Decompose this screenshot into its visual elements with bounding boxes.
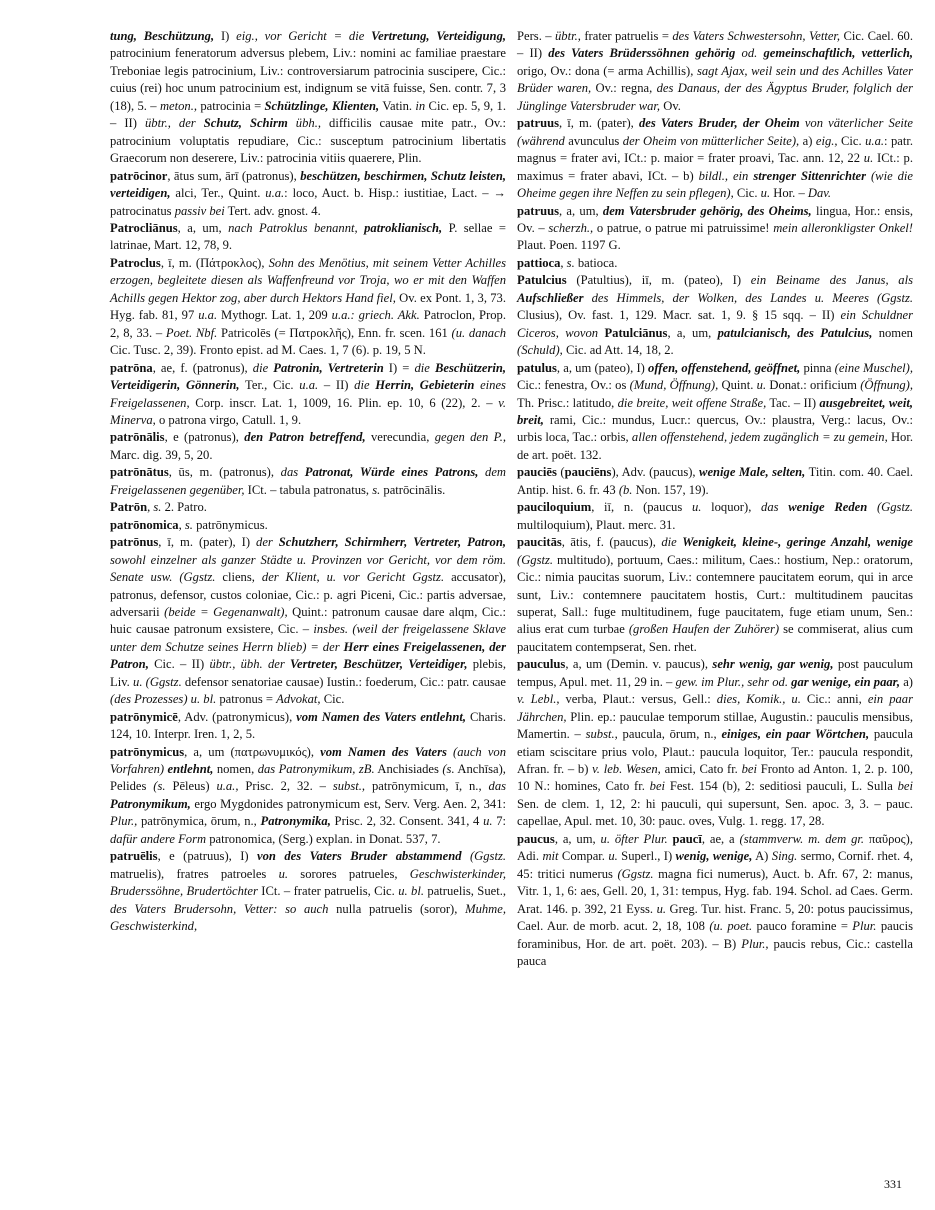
dictionary-entry: patrōnymicē, Adv. (patronymicus), vom Namen des Vaters entlehnt, Charis. 124, 10. Interpr. Iren. 1, 2, 5. [110, 709, 506, 742]
left-column [110, 28, 506, 936]
dictionary-entry: patrōnomica, s. patrōnymicus. [110, 517, 268, 532]
page-number: 331 [884, 1177, 902, 1191]
dictionary-entry: pauciloquium, iī, n. (paucus u. loquor), das wenige Reden (Ggstz. multiloquium), Plaut. merc. 31. [517, 500, 913, 532]
dictionary-entry: patrōcinor, ātus sum, ārī (patronus), beschützen, beschirmen, Schutz leisten, verteidigen, alci, Ter., Quint. u.a.: loco, Auct. b. Hisp.: iustitiae, Lact. – → patrocinatus passiv bei Tert. adv. gnost. 4. [110, 168, 506, 218]
dictionary-entry: patrōnus, ī, m. (pater), I) der Schutzherr, Schirmherr, Vertreter, Patron, sowohl einzelner als ganzer Städte u. Provinzen vor Gericht, vor dem röm. Senate usw. (Ggstz. cliens, der Klient, u. vor Gericht Ggstz. accusator), patronus, defensor, custos coloniae, Cic.: p. agri Piceni, Cic.: partis adversae, adversarii (beide = Gegenanwalt), Quint.: patronum causae dare alqm, Cic.: huic causae patronum exsistere, Cic. – insbes. (weil der freigelassene Sklave unter dem Schutze seines Herrn blieb) = der Herr eines Freigelassenen, der Patron, Cic. – II) übtr., übh. der Vertreter, Beschützer, Verteidiger, plebis, Liv. u. (Ggstz. defensor senatoriae causae) Iustin.: foederum, Cic.: patr. causae (des Prozesses) u. bl. patronus = Advokat, Cic. [110, 535, 507, 707]
dictionary-entry: patruus, ī, m. (pater), des Vaters Bruder, der Oheim von väterlicher Seite (während avunculus der Oheim von mütterlicher Seite), a) eig., Cic. u.a.: patr. magnus = frater avi, ICt.: p. maior = frater proavi, Tac. ann. 12, 22 u. ICt.: p. maximus = frater abavi, ICt. – b) bildl., ein strenger Sittenrichter (wie die Oheime gegen ihre Neffen zu sein pflegen), Cic. u. Hor. – Dav. [517, 116, 914, 201]
dictionary-entry: paucus, a, um, u. öfter Plur. paucī, ae, a (stammverw. m. dem gr. παῦρος), Adi. mit Compar. u. Superl., I) wenig, wenige, A) Sing. sermo, Cornif. rhet. 4, 45: tritici numerus (Ggstz. magna fici numerus), Auct. b. Afr. 67, 2: manus, Vitr. 1, 1, 6: aes, Gell. 20, 1, 31: tempus, Hyg. fab. 194. Schol. ad Caes. Germ. Arat. 146. p. 392, 21 Eyss. u. Greg. Tur. hist. Franc. 5, 20: potus paucissimus, Cael. Aur. de morb. acut. 2, 18, 108 (u. poet. pauco foramine = Plur. paucis foraminibus, Hor. de art. poët. 203). – B) Plur., paucis rebus, Cic.: castella pauca [517, 831, 913, 969]
dictionary-entry: patrōnātus, ūs, m. (patronus), das Patronat, Würde eines Patrons, dem Freigelassenen gegenüber, ICt. – tabula patronatus, s. patrōcinālis. [110, 465, 507, 497]
dictionary-entry: tung, Beschützung, I) eig., vor Gericht = die Vertretung, Verteidigung, patrocinium feneratorum adversus plebem, Liv.: nomini ac familiae praestare Treboniae legis patrocinium, Liv.: controversiarum patrocinia suscipere, Cic.: cuius (rei) hoc unum patrocinium est, indignum se vitā fuisse, Sen. contr. 7, 3 (18), 5. – meton., patrocinia = Schützlinge, Klienten, Vatin. in Cic. ep. 5, 9, 1. – II) übtr., der Schutz, Schirm übh., difficilis causae mite patr., Ov.: patrocinium voluptatis repudiare, Cic.: susceptum patrocinium libertatis Graecorum non deserere, Liv.: patrocinia vitiis quaerere, Plin. [110, 29, 507, 166]
right-column [517, 28, 913, 970]
dictionary-entry: Pers. – übtr., frater patruelis = des Vaters Schwestersohn, Vetter, Cic. Cael. 60. – II) des Vaters Brüderssöhnen gehörig od. gemeinschaftlich, vetterlich, origo, Ov.: dona (= arma Achillis), sagt Ajax, weil sein und des Achilles Vater Brüder waren, Ov.: regna, des Danaus, der des Ägyptus Bruder, folglich der Jünglinge Vatersbruder war, Ov. [517, 29, 914, 113]
dictionary-entry: pattioca, s. batioca. [517, 255, 618, 270]
dictionary-entry: Patrōn, s. 2. Patro. [110, 500, 207, 515]
dictionary-entry: patulus, a, um (pateo), I) offen, offenstehend, geöffnet, pinna (eine Muschel), Cic.: fenestra, Ov.: os (Mund, Öffnung), Quint. u. Donat.: orificium (Öffnung), Th. Prisc.: latitudo, die breite, weit offene Straße, Tac. – II) ausgebreitet, weit, breit, rami, Cic.: mundus, Lucr.: quercus, Ov.: plaustra, Verg.: lacus, Ov.: urbis loca, Tac.: orbis, allen offenstehend, jedem zugänglich = zu gemein, Hor. de art. poët. 132. [517, 360, 914, 462]
dictionary-entry: pauculus, a, um (Demin. v. paucus), sehr wenig, gar wenig, post pauculum tempus, Apul. met. 11, 29 in. – gew. im Plur., sehr od. gar wenige, ein paar, a) v. Lebl., verba, Plaut.: versus, Gell.: dies, Komik., u. Cic.: anni, ein paar Jährchen, Plin. ep.: pauculae temporum stillae, Augustin.: pauculis mensibus, Mamertin. – subst., paucula, ōrum, n., einiges, ein paar Wörtchen, paucula etiam sciscitare prius volo, Plaut.: paucula loquitor, Ter.: paucula respondit, Afran. fr. – b) v. leb. Wesen, amici, Cato fr. bei Fronto ad Anton. 1, 2. p. 100, 10 N.: homines, Cato fr. bei Fest. 154 (b), 2: seditiosi pauculi, L. Sulla bei Sen. de clem. 1, 12, 2: hi pauculi, qui supersunt, Sen. apoc. 3, 3. – pauc. capellae, Apul. met. 10, 30: pauc. oves, Vulg. 1. regg. 17, 28. [517, 657, 914, 829]
dictionary-entry: Patulcius (Patultius), iī, m. (pateo), I) ein Beiname des Janus, als Aufschließer des Himmels, der Wolken, des Landes u. Meeres (Ggstz. Clusius), Ov. fast. 1, 129. Macr. sat. 1, 9. § 15 sqq. – II) ein Schuldner Ciceros, wovon Patulciānus, a, um, patulcianisch, des Patulcius, nomen (Schuld), Cic. ad Att. 14, 18, 2. [517, 273, 914, 358]
dictionary-entry: patruus, a, um, dem Vatersbruder gehörig, des Oheims, lingua, Hor.: ensis, Ov. – scherzh., o patrue, o patrue mi patruissime! mein alleronkligster Onkel! Plaut. Poen. 1197 G. [517, 203, 913, 253]
dictionary-entry: patrōna, ae, f. (patronus), die Patronin, Vertreterin I) = die Beschützerin, Verteidigerin, Gönnerin, Ter., Cic. u.a. – II) die Herrin, Gebieterin eines Freigelassenen, Corp. inscr. Lat. 1, 1009, 16. Plin. ep. 10, 6 (22), 2. – v. Minerva, o patrona virgo, Catull. 1, 9. [110, 360, 506, 427]
dictionary-entry: pauciēs (pauciēns), Adv. (paucus), wenige Male, selten, Titin. com. 40. Cael. Antip. hist. 6. fr. 43 (b. Non. 157, 19). [517, 465, 914, 497]
dictionary-entry: paucitās, ātis, f. (paucus), die Wenigkeit, kleine-, geringe Anzahl, wenige (Ggstz. multitudo), portuum, Caes.: militum, Caes.: hostium, Nep.: oratorum, Cic.: nimia paucitas suorum, Liv.: contemnere paucitatem eorum, qui in arce sunt, Liv.: contemnere paucitatem hostis, Curt.: multitudinem paucitas superat, Sall.: fuge multitudinem, fuge paucitatem, fuge etiam unum, Sen.: alius erat cum turbae (großen Haufen der Zuhörer) se commiserat, alius cum paucitatem contempserat, Sen. rhet. [517, 535, 913, 654]
dictionary-entry: Patrocliānus, a, um, nach Patroklus benannt, patroklianisch, P. sellae = latrinae, Mart. 12, 78, 9. [110, 220, 506, 253]
dictionary-entry: Patroclus, ī, m. (Πάτροκλος), Sohn des Menötius, mit seinem Vetter Achilles erzogen, begleitete diesen als Waffenfreund vor Troja, wo er mit den Waffen Achills gegen Hektor zog, aber durch Hektors Hand fiel, Ov. ex Pont. 1, 3, 73. Hyg. fab. 81, 97 u.a. Mythogr. Lat. 1, 209 u.a.: griech. Akk. Patroclon, Prop. 2, 8, 33. – Poet. Nbf. Patricolēs (= Πατροκλῆς), Enn. fr. scen. 161 (u. danach Cic. Tusc. 2, 39). Fronto epist. ad M. Caes. 1, 7 (6). p. 19, 5 N. [110, 255, 507, 358]
dictionary-entry: patruēlis, e (patruus), I) von des Vaters Bruder abstammend (Ggstz. matruelis), fratres patroeles u. sorores patrueles, Geschwisterkinder, Bruderssöhne, Brudertöchter ICt. – frater patruelis, Cic. u. bl. patruelis, Suet., des Vaters Brudersohn, Vetter: so auch nulla patruelis (soror), Muhme, Geschwisterkind, [110, 849, 506, 934]
dictionary-entry: patrōnymicus, a, um (πατρωνυμικός), vom Namen des Vaters (auch von Vorfahren) entlehnt, nomen, das Patronymikum, zB. Anchisiades (s. Anchīsa), Pelides (s. Pēleus) u.a., Prisc. 2, 32. – subst., patrōnymicum, ī, n., das Patronymikum, ergo Mygdonides patronymicum est, Serv. Verg. Aen. 2, 341: Plur., patrōnymica, ōrum, n., Patronymika, Prisc. 2, 32. Consent. 341, 4 u. 7: dafür andere Form patronomica, (Serg.) explan. in Donat. 537, 7. [110, 744, 507, 846]
dictionary-entry: patrōnālis, e (patronus), den Patron betreffend, verecundia, gegen den P., Marc. dig. 39, 5, 20. [110, 430, 506, 462]
